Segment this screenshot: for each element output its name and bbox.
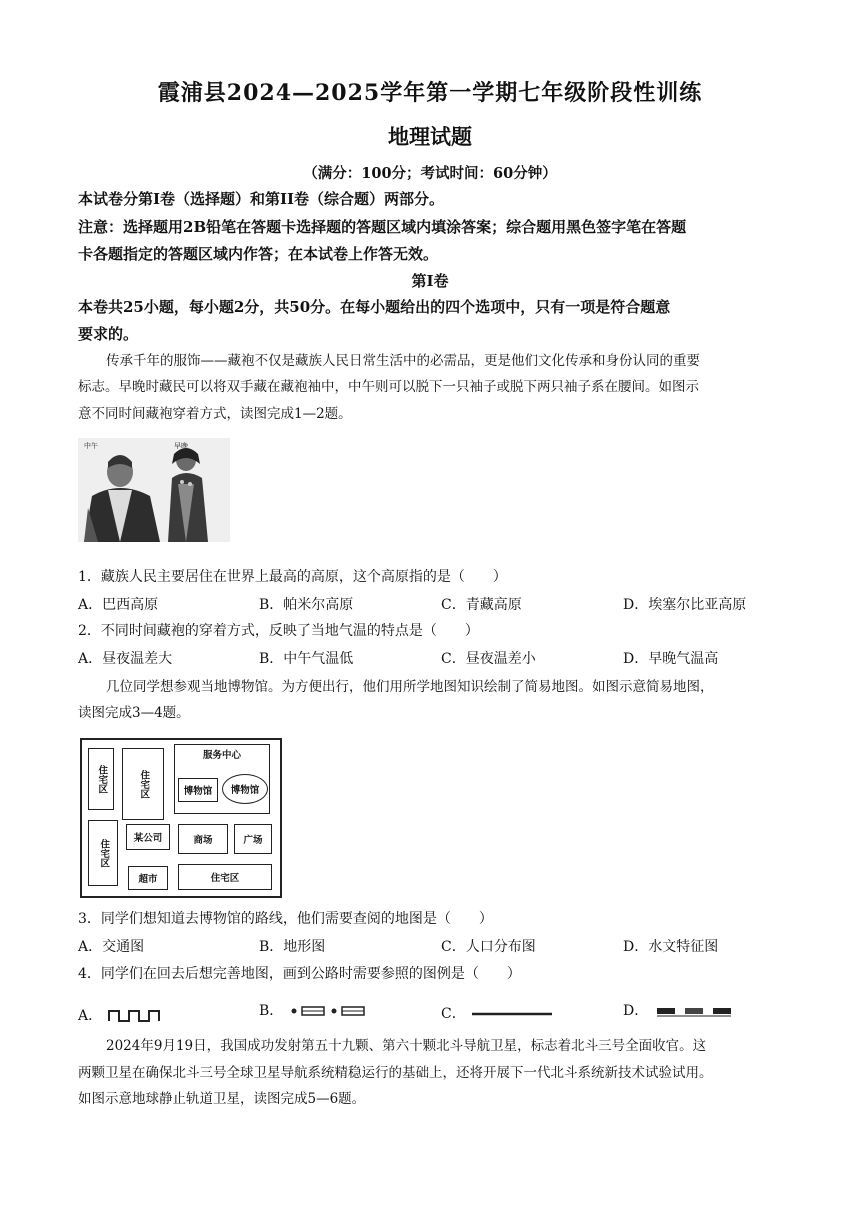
q1-option-b[interactable]: B．帕米尔高原: [259, 597, 354, 613]
score-time: （满分：100分；考试时间：60分钟）: [303, 165, 557, 182]
q3-option-a[interactable]: A．交通图: [78, 939, 145, 955]
passage-3-line-3: 如图示意地球静止轨道卫星，读图完成5—6题。: [78, 1091, 366, 1107]
passage-2-line-2: 读图完成3—4题。: [78, 705, 190, 721]
map-residential-2: 住宅区: [122, 748, 164, 820]
section-desc-1: 本卷共25小题，每小题2分，共50分。在每小题给出的四个选项中，只有一项是符合题意: [78, 298, 671, 316]
notice-line-2: 卡各题指定的答题区域内作答；在本试卷上作答无效。: [78, 245, 439, 263]
passage-1-line-3: 意不同时间藏袍穿着方式，读图完成1—2题。: [78, 406, 352, 422]
q1-option-a[interactable]: A．巴西高原: [78, 597, 159, 613]
q1-option-d[interactable]: D．埃塞尔比亚高原: [623, 597, 747, 613]
passage-3-line-2: 两颗卫星在确保北斗三号全球卫星导航系统精稳运行的基础上，还将开展下一代北斗系统新技术试验试用。: [78, 1065, 713, 1081]
passage-1-line-2: 标志。早晚时藏民可以将双手藏在藏袍袖中，中午则可以脱下一只袖子或脱下两只袖子系在腰间。如图示: [78, 379, 699, 395]
q2-option-d[interactable]: D．早晚气温高: [623, 651, 719, 667]
map-square: 广场: [234, 824, 272, 854]
simple-town-map: [80, 738, 282, 898]
q2-stem: 2．不同时间藏袍的穿着方式，反映了当地气温的特点是（ ）: [78, 623, 479, 639]
subject-title: 地理试题: [388, 124, 472, 149]
q4-option-a[interactable]: [78, 1005, 167, 1025]
q4-option-b-label: B．: [259, 1003, 284, 1019]
map-residential-3: 住宅区: [88, 820, 118, 886]
q1-option-c[interactable]: C．青藏高原: [441, 597, 522, 613]
map-market: 超市: [128, 866, 168, 890]
road-legend-icon: [470, 1009, 554, 1019]
map-mall: 商场: [178, 824, 228, 854]
q1-stem: 1．藏族人民主要居住在世界上最高的高原，这个高原指的是（ ）: [78, 569, 507, 585]
q2-option-b[interactable]: B．中午气温低: [259, 651, 354, 667]
q2-option-a[interactable]: A．昼夜温差大: [78, 651, 173, 667]
q4-option-d-label: D．: [623, 1003, 649, 1019]
q4-option-c[interactable]: [441, 1003, 554, 1023]
exam-title: 霞浦县2024—2025学年第一学期七年级阶段性训练: [157, 80, 703, 106]
section-desc-2: 要求的。: [78, 325, 139, 343]
wall-legend-icon: [653, 1004, 737, 1018]
passage-3-line-1: 2024年9月19日，我国成功发射第五十九颗、第六十颗北斗导航卫星，标志着北斗三号全面收官。这: [106, 1038, 707, 1054]
paper-structure: 本试卷分第Ⅰ卷（选择题）和第II卷（综合题）两部分。: [78, 190, 445, 208]
section-heading: 第Ⅰ卷: [411, 272, 449, 290]
q3-option-d[interactable]: D．水文特征图: [623, 939, 719, 955]
map-museum-b: 博物馆: [222, 774, 268, 804]
q3-option-c[interactable]: C．人口分布图: [441, 939, 536, 955]
q4-option-c-label: C．: [441, 1006, 466, 1022]
boundary-legend-icon: [288, 1004, 378, 1018]
notice-line-1: 注意：选择题用2B铅笔在答题卡选择题的答题区域内填涂答案；综合题用黑色签字笔在答题: [78, 218, 687, 236]
passage-2-line-1: 几位同学想参观当地博物馆。为方便出行，他们用所学地图知识绘制了简易地图。如图示意简易地图，: [106, 679, 714, 695]
photo-label-noon: 中午: [84, 442, 98, 450]
map-museum-a: 博物馆: [178, 778, 218, 802]
q4-option-d[interactable]: [623, 1000, 737, 1020]
map-company: 某公司: [126, 824, 170, 850]
tibetan-robe-photo: [78, 438, 230, 542]
map-residential-1: 住宅区: [88, 748, 114, 810]
q3-option-b[interactable]: B．地形图: [259, 939, 326, 955]
railway-legend-icon: [107, 1009, 167, 1023]
photo-label-morning: 早晚: [174, 442, 188, 450]
q3-stem: 3．同学们想知道去博物馆的路线，他们需要查阅的地图是（ ）: [78, 911, 493, 927]
map-residential-bottom: 住宅区: [178, 864, 272, 890]
passage-1-line-1: 传承千年的服饰——藏袍不仅是藏族人民日常生活中的必需品，更是他们文化传承和身份认同的重要: [106, 353, 700, 369]
q2-option-c[interactable]: C．昼夜温差小: [441, 651, 536, 667]
q4-option-b[interactable]: [259, 1000, 378, 1020]
q4-stem: 4．同学们在回去后想完善地图，画到公路时需要参照的图例是（ ）: [78, 966, 521, 982]
map-service-center: 服务中心: [174, 744, 270, 814]
q4-option-a-label: A．: [78, 1008, 103, 1024]
